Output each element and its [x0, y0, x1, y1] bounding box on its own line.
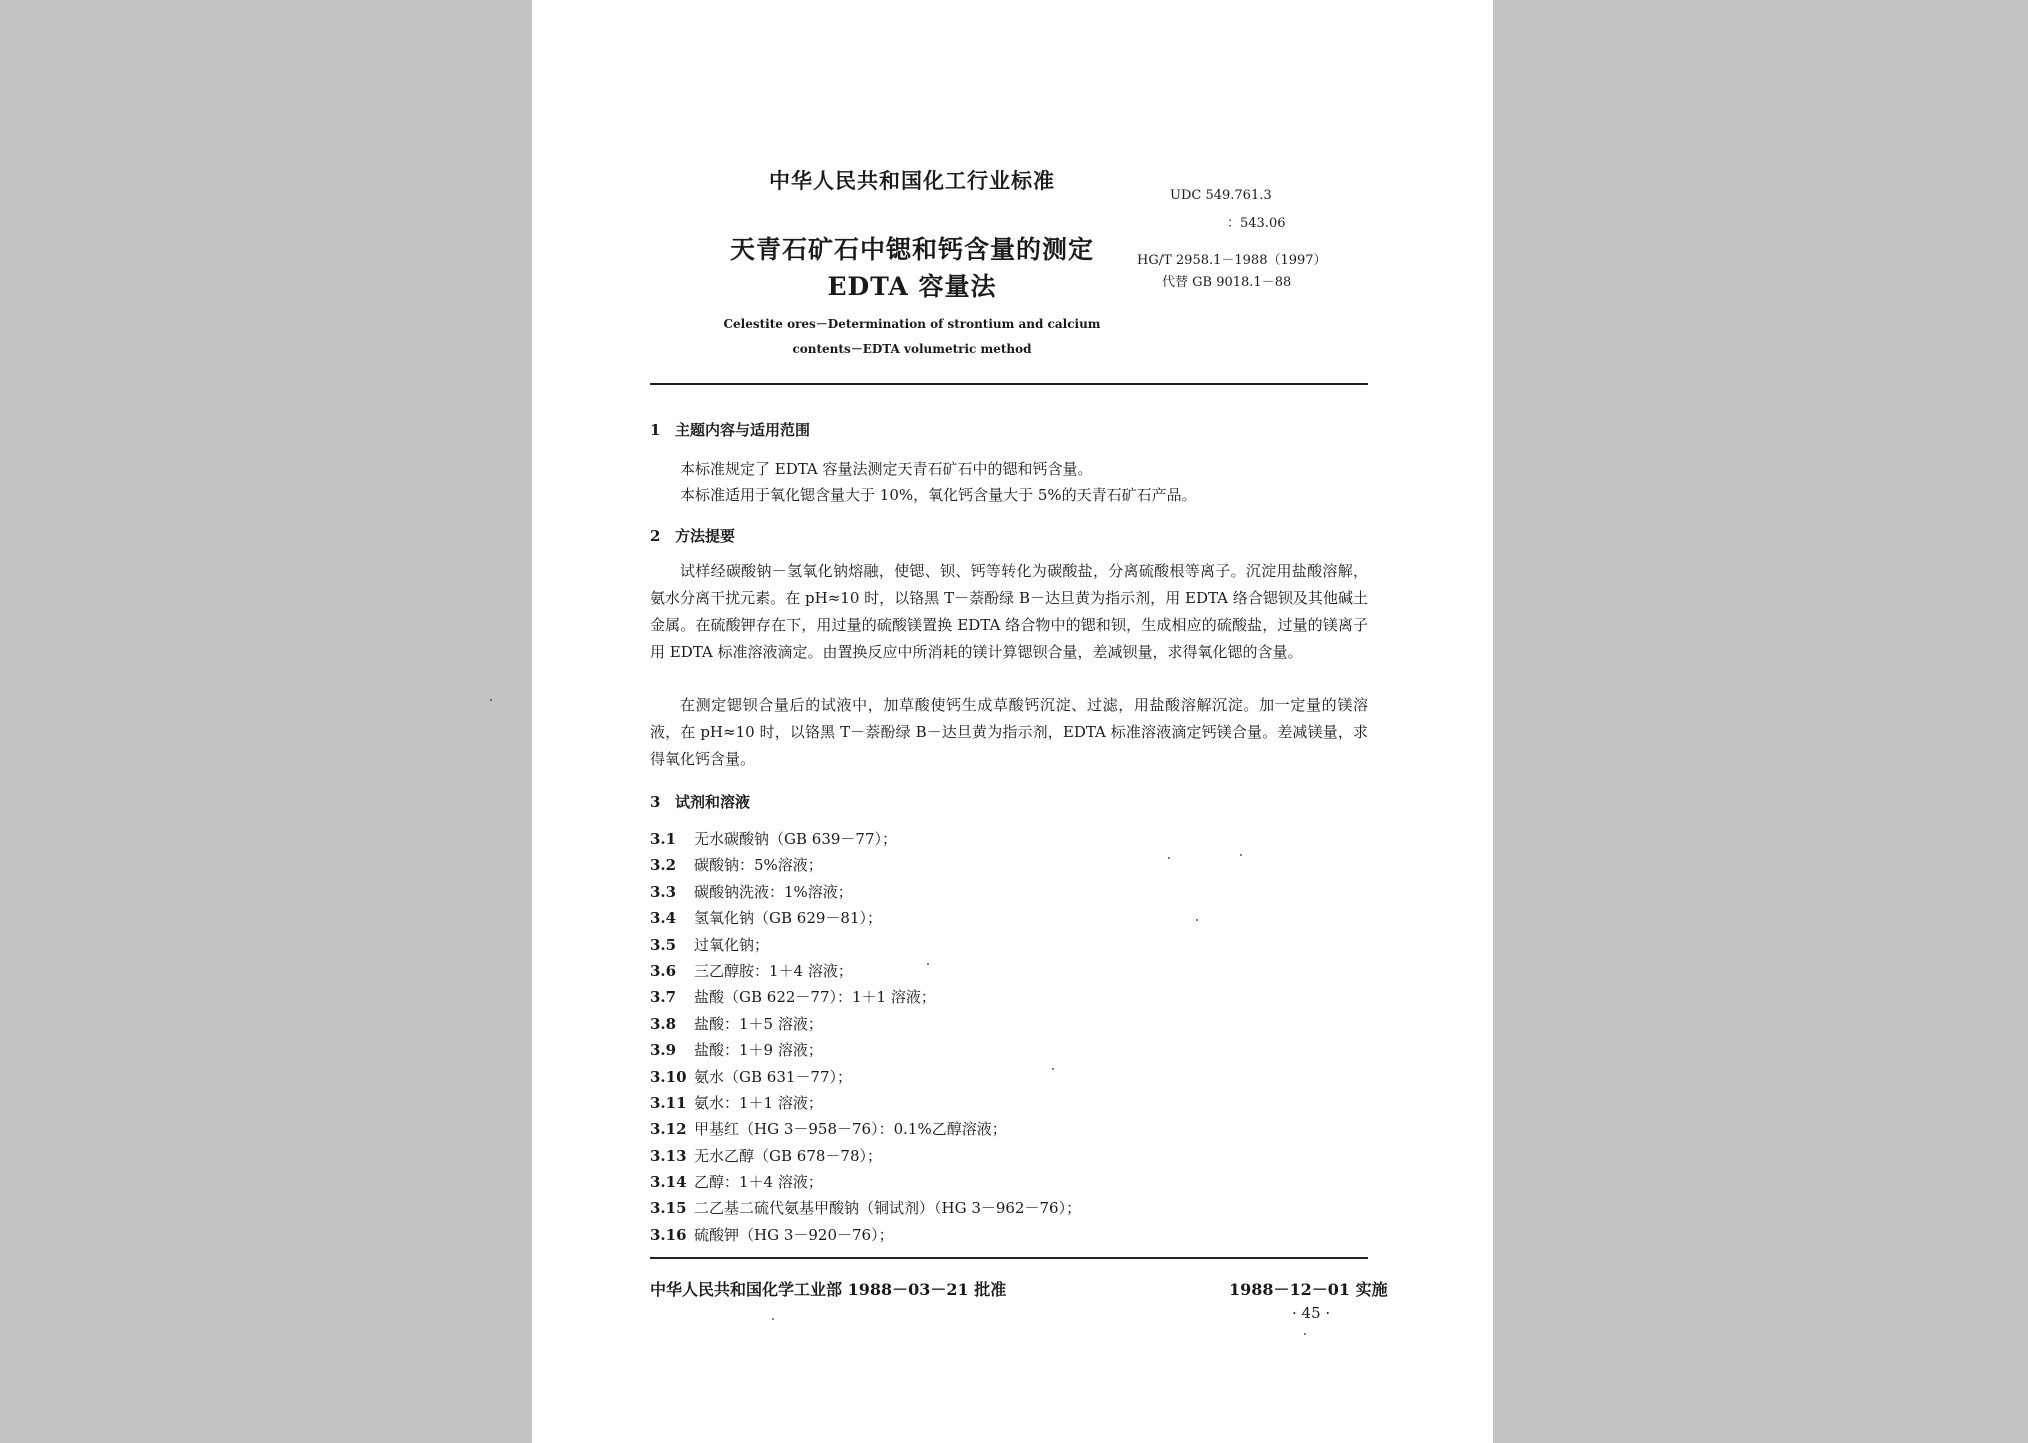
english-title-line2: contents－EDTA volumetric method [792, 342, 1032, 356]
list-item: 3.15 二乙基二硫代氨基甲酸钠（铜试剂）（HG 3－962－76）； [650, 1199, 1082, 1218]
list-item: 3.14 乙醇：1＋4 溶液； [650, 1173, 823, 1192]
section1-heading [650, 419, 810, 440]
scan-speck [1196, 919, 1198, 921]
section1-line2: 本标准适用于氧化锶含量大于 10%，氧化钙含量大于 5%的天青石矿石产品。 [680, 486, 1197, 504]
section3-number: 3 [650, 793, 661, 811]
udc-code: UDC 549.761.3 [1170, 188, 1272, 203]
list-item: 3.12 甲基红（HG 3－958－76）：0.1%乙醇溶液； [650, 1120, 1007, 1139]
list-item: 3.5 过氧化钠； [650, 935, 770, 954]
list-item: 3.1 无水碳酸钠（GB 639－77）； [650, 830, 897, 848]
approval-line: 中华人民共和国化学工业部 1988－03－21 批准 [650, 1280, 1007, 1299]
section2-heading [650, 525, 735, 546]
list-item: 3.11 氨水：1＋1 溶液； [650, 1093, 823, 1112]
reagent-list [650, 826, 1081, 1248]
scan-speck [1304, 1333, 1306, 1335]
scan-speck [927, 963, 929, 965]
national-standard-label: 中华人民共和国化工行业标准 [769, 168, 1055, 193]
section1-title: 主题内容与适用范围 [675, 421, 811, 439]
page-number: · 45 · [1292, 1304, 1331, 1322]
english-title-line1: Celestite ores－Determination of strontium and calcium [723, 317, 1101, 331]
scan-speck [772, 1318, 774, 1320]
list-item: 3.6 三乙醇胺：1＋4 溶液； [650, 961, 853, 980]
section1-number: 1 [650, 421, 661, 439]
document-page [532, 0, 1493, 1443]
list-item: 3.2 碳酸钠：5%溶液； [650, 856, 823, 875]
section2-paragraph2: 在测定锶钡合量后的试液中，加草酸使钙生成草酸钙沉淀、过滤，用盐酸溶解沉淀。加一定量的镁溶液，在 pH≈10 时，以铬黑 T－萘酚绿 B－达旦黄为指示剂，EDTA 标准溶液滴定钙镁合量。差减镁量，求得氧化钙含量。 [650, 696, 1368, 768]
list-item: 3.4 氢氧化钠（GB 629－81）； [650, 909, 882, 928]
section2-title: 方法提要 [675, 527, 736, 545]
list-item: 3.16 硫酸钾（HG 3－920－76）； [650, 1225, 894, 1244]
document-subtitle: EDTA 容量法 [827, 272, 997, 301]
scan-speck [1168, 857, 1170, 859]
list-item: 3.8 盐酸：1＋5 溶液； [650, 1014, 823, 1033]
implementation-date: 1988－12－01 实施 [1229, 1280, 1388, 1299]
section3-heading [650, 791, 750, 812]
document-title: 天青石矿石中锶和钙含量的测定 [729, 235, 1094, 264]
section1-line1: 本标准规定了 EDTA 容量法测定天青石矿石中的锶和钙含量。 [680, 460, 1093, 478]
header-divider [650, 383, 1368, 385]
scan-speck [1240, 854, 1242, 856]
list-item: 3.10 氨水（GB 631－77）； [650, 1067, 852, 1086]
section2-number: 2 [650, 527, 661, 545]
list-item: 3.9 盐酸：1＋9 溶液； [650, 1041, 823, 1060]
list-item: 3.3 碳酸钠洗液：1%溶液； [650, 882, 853, 901]
scan-speck [490, 699, 492, 701]
list-item: 3.7 盐酸（GB 622－77）：1＋1 溶液； [650, 988, 936, 1007]
section2-paragraph1: 试样经碳酸钠－氢氧化钠熔融，使锶、钡、钙等转化为碳酸盐，分离硫酸根等离子。沉淀用盐酸溶解，氨水分离干扰元素。在 pH≈10 时，以铬黑 T－萘酚绿 B－达旦黄为指示剂，用 EDTA 络合锶钡及其他碱土金属。在硫酸钾存在下，用过量的硫酸镁置换 EDTA 络合物中的锶和钡，生成相应的硫酸盐，过量的镁离子用 EDTA 标准溶液滴定。由置换反应中所消耗的镁计算锶钡合量，差减钡量，求得氧化锶的含量。 [650, 562, 1368, 661]
footer-divider [650, 1257, 1368, 1259]
list-item: 3.13 无水乙醇（GB 678－78）； [650, 1146, 882, 1165]
scan-speck [1052, 1068, 1054, 1070]
standard-code: HG/T 2958.1－1988（1997） [1137, 253, 1327, 268]
replaces-standard: 代替 GB 9018.1－88 [1162, 275, 1292, 290]
udc-code-secondary: ：543.06 [1227, 216, 1286, 231]
section3-title: 试剂和溶液 [675, 793, 751, 811]
